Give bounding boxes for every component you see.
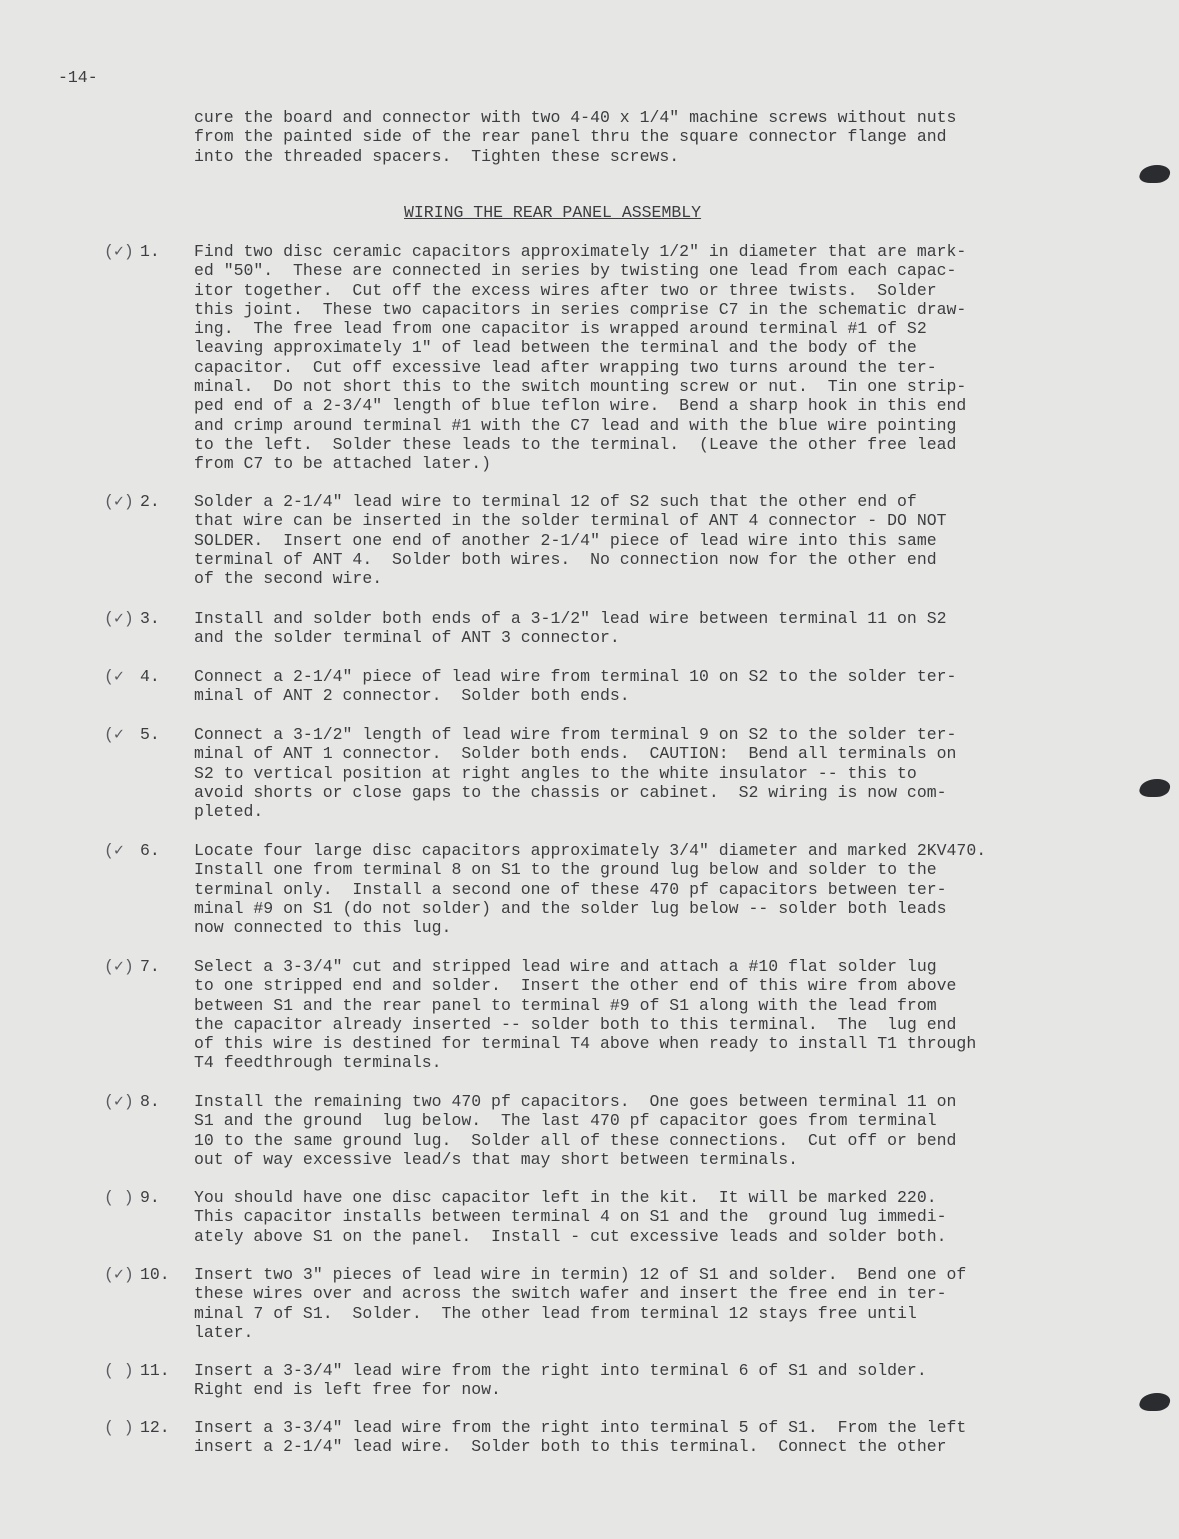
binding-hole-mark: [1137, 1393, 1174, 1411]
check-mark: (✓: [104, 725, 124, 744]
check-mark: ( ): [104, 1418, 134, 1437]
check-mark: ( ): [104, 1361, 134, 1380]
check-mark: (✓): [104, 609, 134, 628]
step-number: 3.: [140, 609, 160, 628]
intro-paragraph: cure the board and connector with two 4-40 x 1/4" machine screws without nuts from the painted side of the rear panel thru the square connector flange and into the threaded spacers. Tighten these screws.: [194, 108, 957, 166]
step-text: Locate four large disc capacitors approximately 3/4" diameter and marked 2KV470. Install one from terminal 8 on S1 to the ground lug below and solder to the terminal only. Install a second one of these 470 pf capacitors between ter- minal #9 on S1 (do not solder) and the solder lug below -- solder both leads now connected to this lug.: [194, 841, 987, 938]
step-number: 8.: [140, 1092, 160, 1111]
step-text: Insert two 3" pieces of lead wire in termin) 12 of S1 and solder. Bend one of these wires over and across the switch wafer and insert the free end in ter- minal 7 of S1. Solder. The other lead from terminal 12 stays free until later.: [194, 1265, 967, 1342]
binding-hole-mark: [1137, 165, 1174, 183]
step-text: Connect a 3-1/2" length of lead wire from terminal 9 on S2 to the solder ter- minal of ANT 1 connector. Solder both ends. CAUTION: Bend all terminals on S2 to vertical position at right angles to the white insulator -- this to avoid shorts or close gaps to the chassis or cabinet. S2 wiring is now com- pleted.: [194, 725, 957, 822]
check-mark: (✓: [104, 667, 124, 686]
step-text: Insert a 3-3/4" lead wire from the right into terminal 6 of S1 and solder. Right end is left free for now.: [194, 1361, 927, 1400]
check-mark: (✓): [104, 1092, 134, 1111]
step-text: Select a 3-3/4" cut and stripped lead wire and attach a #10 flat solder lug to one stripped end and solder. Insert the other end of this wire from above between S1 and the rear panel to terminal #9 of S1 along with the lead from the capacitor already inserted -- solder both to this terminal. The lug end of this wire is destined for terminal T4 above when ready to install T1 through T4 feedthrough terminals.: [194, 957, 977, 1073]
section-title: WIRING THE REAR PANEL ASSEMBLY: [404, 203, 702, 222]
step-number: 11.: [140, 1361, 170, 1380]
step-number: 10.: [140, 1265, 170, 1284]
step-text: Solder a 2-1/4" lead wire to terminal 12 of S2 such that the other end of that wire can be inserted in the solder terminal of ANT 4 connector - DO NOT SOLDER. Insert one end of another 2-1/4" piece of lead wire into this same terminal of ANT 4. Solder both wires. No connection now for the other end of the second wire.: [194, 492, 947, 589]
step-text: You should have one disc capacitor left in the kit. It will be marked 220. This capacitor installs between terminal 4 on S1 and the ground lug immedi- ately above S1 on the panel. Install - cut excessive leads and solder both.: [194, 1188, 947, 1246]
check-mark: ( ): [104, 1188, 134, 1207]
step-number: 1.: [140, 242, 160, 261]
check-mark: (✓): [104, 492, 134, 511]
check-mark: (✓): [104, 1265, 134, 1284]
step-text: Install the remaining two 470 pf capacitors. One goes between terminal 11 on S1 and the ground lug below. The last 470 pf capacitor goes from terminal 10 to the same ground lug. Solder all of these connections. Cut off or bend out of way excessive lead/s that may short between terminals.: [194, 1092, 957, 1169]
step-text: Install and solder both ends of a 3-1/2" lead wire between terminal 11 on S2 and the solder terminal of ANT 3 connector.: [194, 609, 947, 648]
step-text: Connect a 2-1/4" piece of lead wire from terminal 10 on S2 to the solder ter- minal of ANT 2 connector. Solder both ends.: [194, 667, 957, 706]
check-mark: (✓): [104, 957, 134, 976]
step-number: 9.: [140, 1188, 160, 1207]
step-text: Insert a 3-3/4" lead wire from the right into terminal 5 of S1. From the left insert a 2-1/4" lead wire. Solder both to this terminal. Connect the other: [194, 1418, 967, 1457]
check-mark: (✓: [104, 841, 124, 860]
check-mark: (✓): [104, 242, 134, 261]
binding-hole-mark: [1137, 779, 1174, 797]
step-number: 4.: [140, 667, 160, 686]
step-number: 12.: [140, 1418, 170, 1437]
step-text: Find two disc ceramic capacitors approximately 1/2" in diameter that are mark- ed "50". These are connected in series by twisting one lead from each capac- itor together. Cut off the excess wires after two or three twists. Solder this joint. These two capacitors in series comprise C7 in the schematic draw- ing. The free lead from one capacitor is wrapped around terminal #1 of S2 leaving approximately 1" of lead between the terminal and the body of the capacitor. Cut off excessive lead after wrapping two turns around the ter- minal. Do not short this to the switch mounting screw or nut. Tin one strip- ped end of a 2-3/4" length of blue teflon wire. Bend a sharp hook in this end and crimp around terminal #1 with the C7 lead and with the blue wire pointing to the left. Solder these leads to the terminal. (Leave the other free lead from C7 to be attached later.): [194, 242, 967, 474]
step-number: 7.: [140, 957, 160, 976]
page-number: -14-: [58, 68, 98, 87]
step-number: 2.: [140, 492, 160, 511]
step-number: 5.: [140, 725, 160, 744]
step-number: 6.: [140, 841, 160, 860]
